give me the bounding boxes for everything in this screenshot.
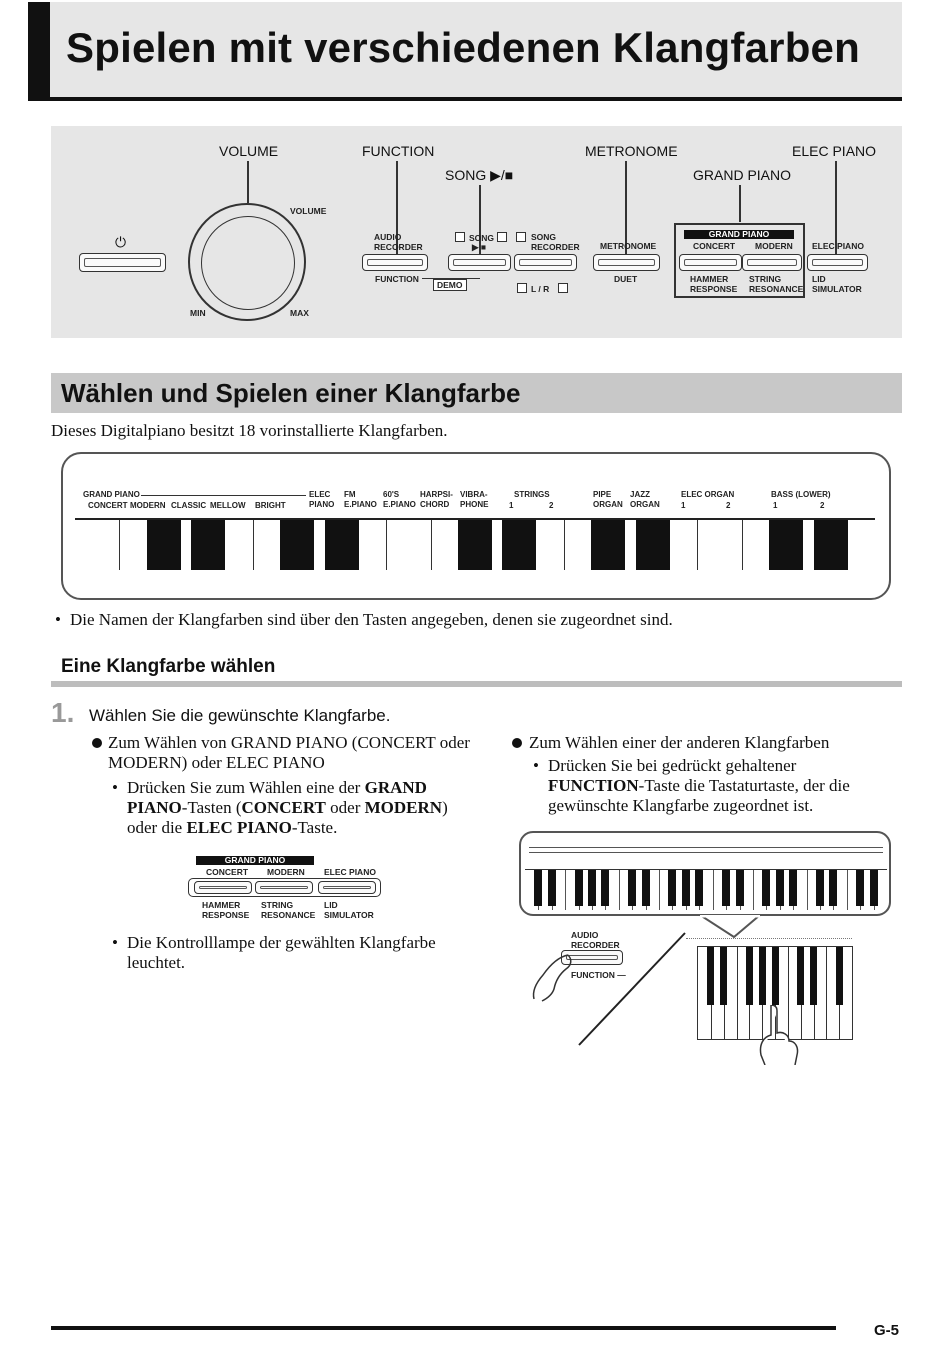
black-key — [829, 870, 837, 906]
white-key-divider — [659, 870, 660, 910]
metronome-button[interactable] — [593, 254, 660, 271]
string-resonance-label: STRING RESONANCE — [749, 274, 804, 294]
black-key — [720, 947, 727, 1005]
kb-grand-piano-label: GRAND PIANO — [83, 490, 140, 499]
pressing-hand-right — [755, 1005, 805, 1065]
white-key-divider — [697, 520, 698, 570]
names-note-bullet: • — [55, 610, 61, 629]
kb-jazz-organ: JAZZ ORGAN — [630, 490, 660, 509]
black-key — [722, 870, 730, 906]
left-sub-mid2: oder — [325, 798, 365, 817]
volume-knob[interactable] — [188, 203, 306, 321]
illus-function-label: FUNCTION — — [571, 970, 626, 980]
song-recorder-button[interactable] — [514, 254, 577, 271]
callout-function: FUNCTION — [362, 143, 435, 159]
mini-hammer-label: HAMMER RESPONSE — [202, 900, 250, 920]
kb-elec-piano: ELEC PIANO — [309, 490, 335, 509]
left-sub-elec-piano: ELEC PIANO — [186, 818, 292, 837]
mini-modern-button[interactable] — [255, 881, 313, 894]
white-key-divider — [386, 520, 387, 570]
mini-concert-button[interactable] — [194, 881, 252, 894]
white-key-divider — [119, 520, 120, 570]
right-sub-function: FUNCTION — [548, 776, 639, 795]
kb-bass-1: 1 — [773, 501, 778, 510]
white-key-divider — [826, 947, 827, 1039]
white-key-divider — [431, 520, 432, 570]
white-key-divider — [847, 870, 848, 910]
callout-metronome: METRONOME — [585, 143, 678, 159]
subsection-title: Eine Klangfarbe wählen — [61, 656, 276, 677]
mini-string-label: STRING RESONANCE — [261, 900, 316, 920]
black-key — [736, 870, 744, 906]
song-label: SONG — [469, 233, 495, 243]
kb-pipe-organ: PIPE ORGAN — [593, 490, 623, 509]
kb-concert: CONCERT — [88, 501, 128, 510]
metronome-label: METRONOME — [600, 241, 657, 251]
subsection-rule — [51, 681, 902, 687]
play-stop-label: ▶ ■ — [472, 242, 487, 252]
black-key — [575, 870, 583, 906]
kb-elec-organ: ELEC ORGAN — [681, 490, 735, 499]
white-key-divider — [619, 870, 620, 910]
left-sub-mid1: -Tasten ( — [181, 798, 242, 817]
lamp-note-bullet: • — [112, 933, 118, 952]
black-key — [147, 520, 181, 570]
kb-bright: BRIGHT — [255, 501, 286, 510]
step-text: Wählen Sie die gewünschte Klangfarbe. — [89, 706, 391, 725]
left-sub-post: -Taste. — [291, 818, 338, 837]
demo-label: DEMO — [433, 279, 467, 291]
black-key — [789, 870, 797, 906]
left-sub-text — [127, 778, 472, 838]
title-marker — [28, 2, 50, 97]
kb-bass-lower: BASS (LOWER) — [771, 490, 831, 499]
illus-audio-recorder-label: AUDIO RECORDER — [571, 930, 620, 950]
elec-piano-label: ELEC PIANO — [812, 241, 864, 251]
control-panel-illustration — [51, 126, 902, 338]
mini-keyboard-labels-strip — [529, 847, 883, 853]
left-sub-grand-piano: GRAND PIANO — [127, 778, 427, 817]
black-key — [816, 870, 824, 906]
mini-elec-piano-button[interactable] — [318, 881, 376, 894]
song-lamp — [455, 232, 465, 242]
kb-strings-1: 1 — [509, 501, 514, 510]
mini-lid-label: LID SIMULATOR — [324, 900, 374, 920]
page-number: G-5 — [874, 1322, 900, 1339]
right-bullet-dot — [512, 738, 522, 748]
black-key — [636, 520, 670, 570]
black-key — [695, 870, 703, 906]
white-key-divider — [564, 520, 565, 570]
kb-60s-epiano: 60'S E.PIANO — [383, 490, 416, 509]
concert-button[interactable] — [679, 254, 742, 271]
left-sub-modern: MODERN — [364, 798, 443, 817]
white-key-divider — [737, 947, 738, 1039]
volume-label: VOLUME — [290, 206, 327, 216]
right-sub-text — [548, 756, 888, 816]
left-sub-pre: Drücken Sie zum Wählen eine der — [127, 778, 365, 797]
left-sub-mid3: ) oder die — [127, 798, 448, 837]
duet-label: DUET — [614, 274, 638, 284]
kb-bass-2: 2 — [820, 501, 825, 510]
left-sub-bullet: • — [112, 778, 118, 797]
section-heading — [51, 373, 902, 413]
black-key — [772, 947, 779, 1005]
mini-grand-piano-label: GRAND PIANO — [196, 856, 314, 865]
callout-song: SONG ▶/■ — [445, 167, 514, 183]
kb-classic: CLASSIC — [171, 501, 207, 510]
kb-vibraphone: VIBRA- PHONE — [460, 490, 489, 509]
step-number: 1. — [51, 697, 75, 728]
intro-text: Dieses Digitalpiano besitzt 18 vorinstallierte Klangfarben. — [51, 421, 448, 440]
kb-strings: STRINGS — [514, 490, 550, 499]
black-key — [591, 520, 625, 570]
black-key — [548, 870, 556, 906]
black-key — [588, 870, 596, 906]
grand-piano-group-label: GRAND PIANO — [684, 230, 794, 239]
mini-elec-piano-label: ELEC PIANO — [324, 867, 376, 877]
white-key-divider — [753, 870, 754, 910]
left-bullet-dot — [92, 738, 102, 748]
page-title-bar — [28, 2, 902, 101]
modern-label: MODERN — [755, 241, 793, 251]
callout-line — [739, 185, 741, 222]
black-key — [856, 870, 864, 906]
keyboard-tone-map — [61, 452, 891, 600]
max-label: MAX — [290, 308, 309, 318]
subsection-heading — [61, 656, 275, 678]
black-key — [502, 520, 536, 570]
black-key — [797, 947, 804, 1005]
white-key-divider — [742, 520, 743, 570]
kb-strings-2: 2 — [549, 501, 554, 510]
mini-concert-label: CONCERT — [206, 867, 249, 877]
page-title: Spielen mit verschiedenen Klangfarben — [66, 24, 860, 71]
song-recorder-lamp — [516, 232, 526, 242]
names-note: Die Namen der Klangfarben sind über den Tasten angegeben, denen sie zugeordnet sind. — [70, 610, 673, 629]
black-key — [746, 947, 753, 1005]
black-key — [534, 870, 542, 906]
callout-line — [247, 161, 249, 203]
min-label: MIN — [190, 308, 206, 318]
black-key — [776, 870, 784, 906]
callout-volume: VOLUME — [219, 143, 279, 159]
kb-modern: MODERN — [130, 501, 166, 510]
l-r-label: L / R — [531, 284, 550, 294]
black-key — [280, 520, 314, 570]
black-key — [642, 870, 650, 906]
kb-mellow: MELLOW — [210, 501, 246, 510]
callout-pointer — [690, 915, 770, 939]
right-bullet-text: Zum Wählen einer der anderen Klangfarben — [529, 733, 830, 752]
white-key-divider — [565, 870, 566, 910]
kb-elec-organ-2: 2 — [726, 501, 731, 510]
mini-keyboard-illustration — [519, 831, 891, 916]
black-key — [814, 520, 848, 570]
black-key — [458, 520, 492, 570]
song-recorder-label: SONG RECORDER — [531, 232, 580, 252]
footer-rule — [51, 1326, 836, 1330]
keyboard-keys — [75, 520, 875, 570]
callout-grand-piano: GRAND PIANO — [693, 167, 792, 183]
left-sub-concert: CONCERT — [241, 798, 326, 817]
black-key — [759, 947, 766, 1005]
kb-grand-piano-bracket — [141, 495, 306, 496]
section-title: Wählen und Spielen einer Klangfarbe — [61, 378, 521, 408]
hammer-response-label: HAMMER RESPONSE — [690, 274, 738, 294]
black-key — [810, 947, 817, 1005]
white-key-divider — [807, 870, 808, 910]
power-button[interactable] — [79, 253, 166, 272]
black-key — [628, 870, 636, 906]
song-play-stop-button[interactable] — [448, 254, 511, 271]
black-key — [601, 870, 609, 906]
l-lamp — [517, 283, 527, 293]
black-key — [836, 947, 843, 1005]
black-key — [762, 870, 770, 906]
mini-modern-label: MODERN — [267, 867, 305, 877]
black-key — [870, 870, 878, 906]
right-sub-pre: Drücken Sie bei gedrückt gehaltener — [548, 756, 797, 775]
right-sub-post: -Taste die Tastaturtaste, der die gewünschte Klangfarbe zugeordnet ist. — [548, 776, 850, 815]
mini-keyboard-keys — [525, 869, 887, 910]
function-label: FUNCTION — [375, 274, 419, 284]
black-key — [668, 870, 676, 906]
white-key-divider — [253, 520, 254, 570]
black-key — [325, 520, 359, 570]
callout-elec-piano: ELEC PIANO — [792, 143, 877, 159]
black-key — [707, 947, 714, 1005]
kb-harpsichord: HARPSI- CHORD — [420, 490, 453, 509]
black-key — [682, 870, 690, 906]
power-icon: ⏻ — [115, 234, 127, 250]
black-key — [769, 520, 803, 570]
white-key-divider — [713, 870, 714, 910]
illus-label-strip — [686, 938, 852, 945]
concert-label: CONCERT — [693, 241, 736, 251]
kb-elec-organ-1: 1 — [681, 501, 686, 510]
song-lamp-2 — [497, 232, 507, 242]
audio-recorder-button[interactable] — [362, 254, 428, 271]
left-bullet-text: Zum Wählen von GRAND PIANO (CONCERT oder MODERN) oder ELEC PIANO — [108, 733, 470, 772]
lamp-note: Die Kontrolllampe der gewählten Klangfarbe leuchtet. — [127, 933, 436, 972]
modern-button[interactable] — [742, 254, 802, 271]
r-lamp — [558, 283, 568, 293]
black-key — [191, 520, 225, 570]
divider-slash — [576, 930, 688, 1048]
mini-button-panel — [188, 852, 384, 922]
lid-simulator-label: LID SIMULATOR — [812, 274, 862, 294]
audio-recorder-label: AUDIO RECORDER — [374, 232, 423, 252]
kb-fm-epiano: FM E.PIANO — [344, 490, 377, 509]
right-sub-bullet: • — [533, 756, 539, 775]
elec-piano-button[interactable] — [807, 254, 868, 271]
